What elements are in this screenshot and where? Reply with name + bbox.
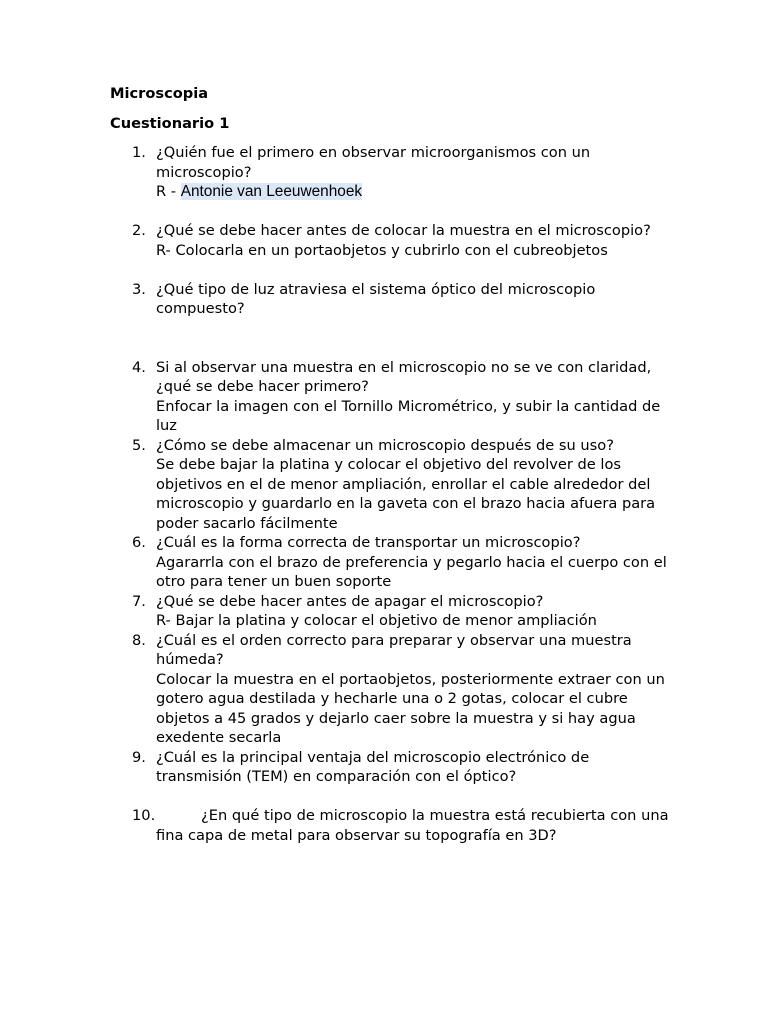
question-number: 4. — [132, 358, 146, 376]
question-item-2 — [110, 221, 670, 260]
question-text: ¿Qué tipo de luz atraviesa el sistema óptico del microscopio compuesto? — [156, 280, 596, 317]
question-item-3 — [110, 280, 670, 319]
question-number: 6. — [132, 534, 146, 551]
question-text: ¿Cuál es el orden correcto para preparar y observar una muestra húmeda? — [156, 631, 632, 668]
answer-prefix: R - — [156, 183, 181, 200]
question-item-6 — [110, 533, 670, 592]
question-number: 9. — [132, 748, 146, 766]
question-list — [110, 143, 670, 845]
answer-text: Agararrla con el brazo de preferencia y pegarlo hacia el cuerpo con el otro para tener un buen soporte — [156, 553, 667, 590]
question-text: ¿Quién fue el primero en observar microorganismos con un microscopio? — [156, 144, 591, 181]
question-text: ¿Qué se debe hacer antes de colocar la muestra en el microscopio? — [156, 222, 651, 239]
question-text-content: ¿En qué tipo de microscopio la muestra está recubierta con una fina capa de metal para observar su topografía en 3D? — [156, 807, 669, 844]
document-subtitle: Cuestionario 1 — [110, 115, 230, 132]
question-item-5 — [110, 436, 670, 534]
question-text: ¿Cuál es la forma correcta de transportar un microscopio? — [156, 534, 581, 551]
question-item-8 — [110, 631, 670, 748]
answer-text: Se debe bajar la platina y colocar el objetivo del revolver de los objetivos en el de menor ampliación, enrollar el cable alrededor del microscopio y guardarlo en la gaveta con el brazo hacia afuera para poder sacarlo fácilmente — [156, 456, 656, 532]
question-item-7 — [110, 592, 670, 631]
question-item-1 — [110, 143, 670, 202]
question-number: 7. — [132, 592, 146, 610]
question-number: 2. — [132, 222, 146, 239]
question-item-4 — [110, 358, 670, 436]
question-number: 1. — [132, 144, 146, 161]
question-text: Si al observar una muestra en el microscopio no se ve con claridad, ¿qué se debe hacer primero? — [156, 358, 652, 395]
question-item-9 — [110, 748, 670, 787]
document-title: Microscopia — [110, 85, 209, 102]
answer-line — [156, 182, 670, 202]
question-item-10 — [110, 806, 670, 845]
answer-text: Enfocar la imagen con el Tornillo Micrométrico, y subir la cantidad de luz — [156, 397, 661, 434]
answer-text: R- Bajar la platina y colocar el objetivo de menor ampliación — [156, 612, 597, 629]
question-number: 8. — [132, 631, 146, 649]
answer-text: Colocar la muestra en el portaobjetos, posteriormente extraer con un gotero agua destilada y hecharle una o 2 gotas, colocar el cubre objetos a 45 grados y dejarlo caer sobre la muestra y si hay agua exedente secarla — [156, 670, 665, 746]
question-text: ¿Cómo se debe almacenar un microscopio después de su uso? — [156, 436, 614, 454]
question-number: 10. — [132, 807, 156, 824]
question-number: 5. — [132, 436, 146, 454]
document-page — [110, 84, 670, 845]
question-number: 3. — [132, 280, 146, 298]
question-text: ¿Qué se debe hacer antes de apagar el microscopio? — [156, 592, 544, 610]
question-text — [156, 806, 670, 845]
highlighted-answer: Antonie van Leeuwenhoek — [180, 183, 363, 200]
answer-text: R- Colocarla en un portaobjetos y cubrirlo con el cubreobjetos — [156, 241, 608, 259]
question-text: ¿Cuál es la principal ventaja del microscopio electrónico de transmisión (TEM) en comparación con el óptico? — [156, 748, 590, 785]
